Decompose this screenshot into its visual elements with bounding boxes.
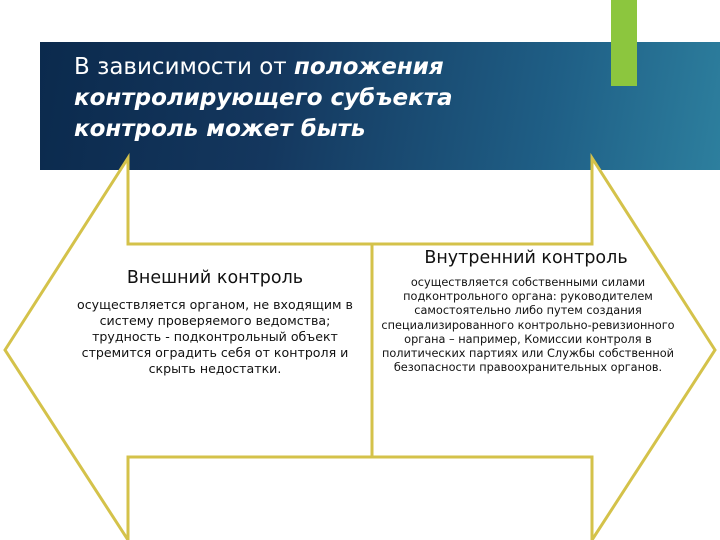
title-emphasis: положения контролирующего субъекта контроль может быть xyxy=(74,54,453,142)
internal-control-heading: Внутренний контроль xyxy=(424,248,628,268)
external-control-description: осуществляется органом, не входящим в систему проверяемого ведомства; трудность - подконтрольный объект стремится оградить себя от контроля и скрыть недостатки. xyxy=(77,297,353,376)
title-plain: В зависимости от xyxy=(74,54,295,80)
external-control-heading: Внешний контроль xyxy=(126,268,304,288)
internal-control-description: осуществляется собственными силами подконтрольного органа: руководителем самостоятельно либо путем создания специализированного контрольно-ревизионного органа – например, Комиссии контроля в политических партиях или Службы собственной безопасности правоохранительных органов. xyxy=(381,276,675,375)
